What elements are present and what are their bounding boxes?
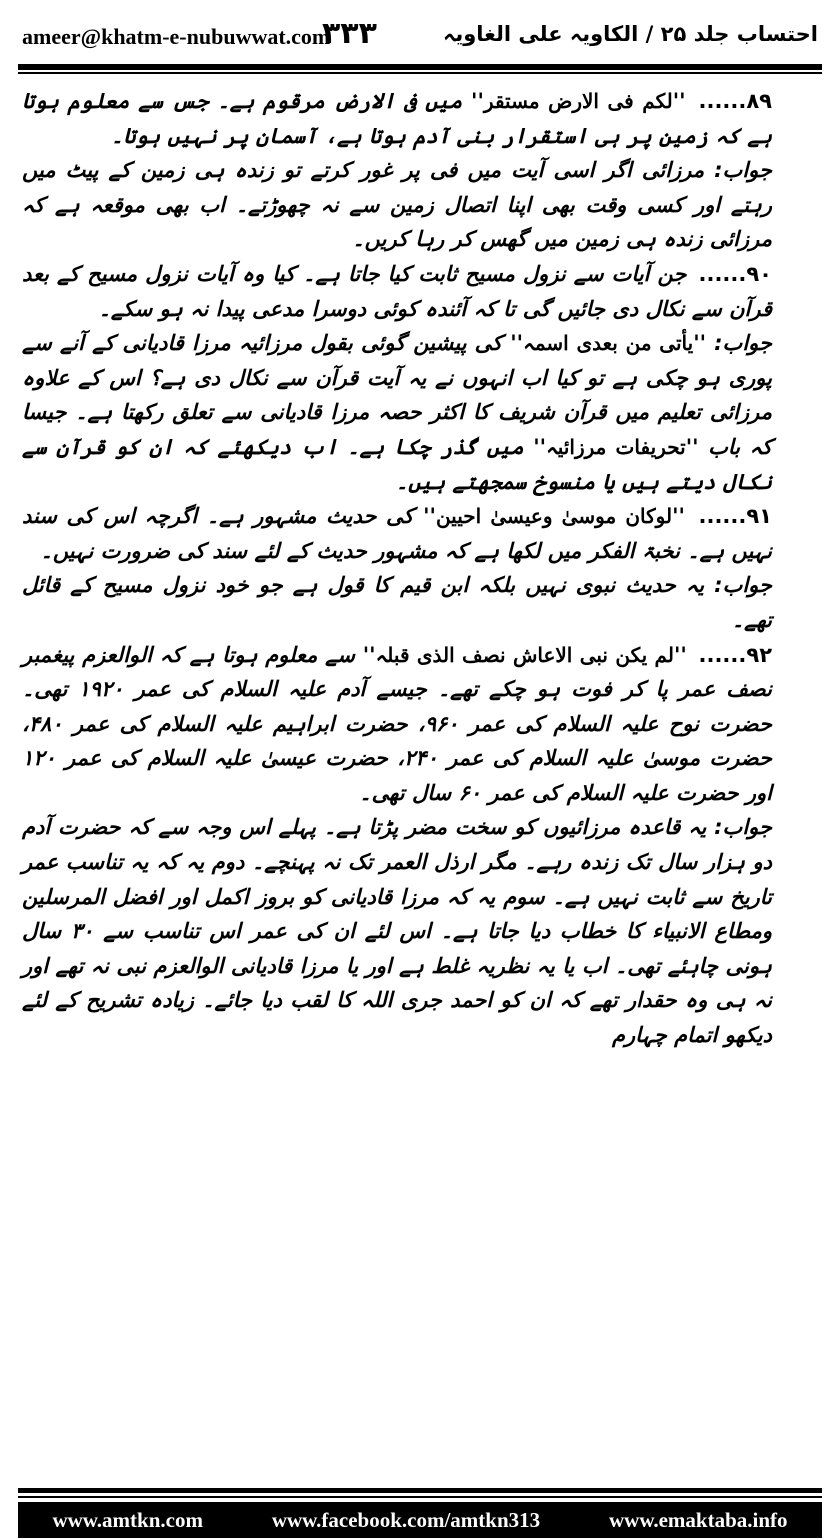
header-email: ameer@khatm-e-nubuwwat.com <box>22 24 331 49</box>
footer-rule-thick <box>18 1488 822 1493</box>
item-number: ۹۰...... <box>698 261 772 286</box>
question-text: '' سے معلوم ہوتا ہے کہ الوالعزم پیغمبر نصف عمر پا کر فوت ہو چکے تھے۔ جیسے آدم علیہ السلام کی عمر ۱۹۲۰ تھی۔ حضرت نوح علیہ السلام کی عمر ۹۶۰، حضرت ابراہیم علیہ السلام کی عمر ۴۸۰، حضرت موسیٰ علیہ السلام کی عمر ۲۴۰، حضرت عیسیٰ علیہ السلام کی عمر ۱۲۰ اور حضرت علیہ السلام کی عمر ۶۰ سال تھی۔ <box>22 642 772 805</box>
answer-89 <box>22 153 816 257</box>
arabic-quote: لکم فی الارض مستقر <box>483 89 673 113</box>
body-text <box>22 84 816 1053</box>
item-number: ۹۱...... <box>698 504 772 529</box>
arabic-quote: لم یکن نبی الاعاش نصف الذی قبلہ <box>375 642 674 667</box>
answer-text: '' میں گذر چکا ہے۔ اب دیکھئے کہ ان کو قرآن سے نکال دیتے ہیں یا منسوخ سمجھتے ہیں۔ <box>22 434 772 494</box>
question-92 <box>22 638 816 811</box>
question-text: '' میں فی الارض مرقوم ہے۔ جس سے معلوم ہوتا ہے کہ زمین پر ہی استقرار بنی آدم ہوتا ہے، آسمان پر نہیں ہوتا۔ <box>22 89 772 148</box>
answer-text: '' کی پیشین گوئی بقول مرزائیہ مرزا قادیانی کے آنے سے پوری ہو چکی ہے تو کیا اب انہوں نے یہ آیت قرآن سے نکال دی ہے؟ اس کے علاوہ مرزائی تعلیم میں قرآن شریف کا اکثر حصہ مرزا قادیانی سے تعلق رکھتا ہے۔ جیسا کہ باب <box>22 331 772 459</box>
question-91 <box>22 499 816 568</box>
page-number: ۳۳۳ <box>322 16 377 51</box>
footer-bar <box>18 1502 822 1538</box>
footer-link-amtkn[interactable]: www.amtkn.com <box>52 1507 203 1532</box>
answer-text: یہ حدیث نبوی نہیں بلکہ ابن قیم کا قول ہے جو خود نزول مسیح کے قائل تھے۔ <box>22 573 772 632</box>
arabic-quote: لوکان موسیٰ وعیسیٰ احیین <box>435 504 673 529</box>
quote-open: '' <box>672 504 685 529</box>
page-header <box>22 18 818 58</box>
quote-open: '' <box>685 434 699 459</box>
answer-92 <box>22 810 816 1052</box>
book-title: احتساب جلد ۲۵ / الکاویہ علی الغاویہ <box>443 22 818 46</box>
question-89 <box>22 84 816 153</box>
question-text: جن آیات سے نزول مسیح ثابت کیا جاتا ہے۔ کیا وہ آیات نزول مسیح کے بعد قرآن سے نکال دی جائیں گی تا کہ آئندہ کوئی دوسرا مدعی پیدا نہ ہو سکے۔ <box>22 261 772 321</box>
footer-link-emaktaba[interactable]: www.emaktaba.info <box>609 1507 788 1532</box>
answer-text: مرزائی اگر اسی آیت میں فی پر غور کرتے تو زندہ ہی زمین کے پیٹ میں رہتے اور کسی وقت بھی اپنا اتصال زمین سے نہ چھوڑتے۔ اب بھی موقعہ ہے کہ مرزائی زندہ ہی زمین میں گھس کر رہا کریں۔ <box>22 158 772 252</box>
item-number: ۹۲...... <box>698 642 773 667</box>
answer-90 <box>22 326 816 499</box>
arabic-quote: تحریفات مرزائیہ <box>546 434 686 459</box>
footer-rule-thin <box>18 1496 822 1498</box>
arabic-quote: یأتی من بعدی اسمہ <box>523 331 694 356</box>
quote-open: '' <box>672 89 686 113</box>
answer-91 <box>22 568 816 637</box>
answer-text: یہ قاعدہ مرزائیوں کو سخت مضر پڑتا ہے۔ پہلے اس وجہ سے کہ حضرت آدم دو ہزار سال تک زندہ رہے۔ مگر ارذل العمر تک نہ پہنچے۔ دوم یہ کہ یہ تناسب عمر تاریخ سے ثابت نہیں ہے۔ سوم یہ کہ مرزا قادیانی کو بروز اکمل اور افضل المرسلین ومطاع الانبیاء کا خطاب دیا جاتا ہے۔ اس لئے ان کی عمر اس تناسب سے ۳۰ سال ہونی چاہئے تھی۔ اب یا یہ نظریہ غلط ہے اور یا مرزا قادیانی الوالعزم نبی نہ تھے اور نہ ہی وہ حقدار تھے کہ ان کو احمد جری اللہ کا لقب دیا جائے۔ زیادہ تشریح کے لئے دیکھو اتمام چہارم <box>22 815 773 1048</box>
footer-link-facebook[interactable]: www.facebook.com/amtkn313 <box>271 1507 541 1532</box>
question-text: '' کی حدیث مشہور ہے۔ اگرچہ اس کی سند نہیں ہے۔ نخبۃ الفکر میں لکھا ہے کہ مشہور حدیث کے لئے سند کی ضرورت نہیں۔ <box>22 504 772 563</box>
answer-label: جواب: <box>714 158 772 183</box>
header-rule-thin <box>18 72 822 74</box>
answer-label: جواب: <box>714 815 772 840</box>
quote-open: '' <box>673 642 687 667</box>
question-90 <box>22 257 816 326</box>
quote-open: '' <box>693 331 707 356</box>
answer-label: جواب: <box>714 573 773 598</box>
answer-label: جواب: <box>714 331 772 356</box>
header-rule-thick <box>18 64 822 70</box>
item-number: ۸۹...... <box>698 89 772 113</box>
